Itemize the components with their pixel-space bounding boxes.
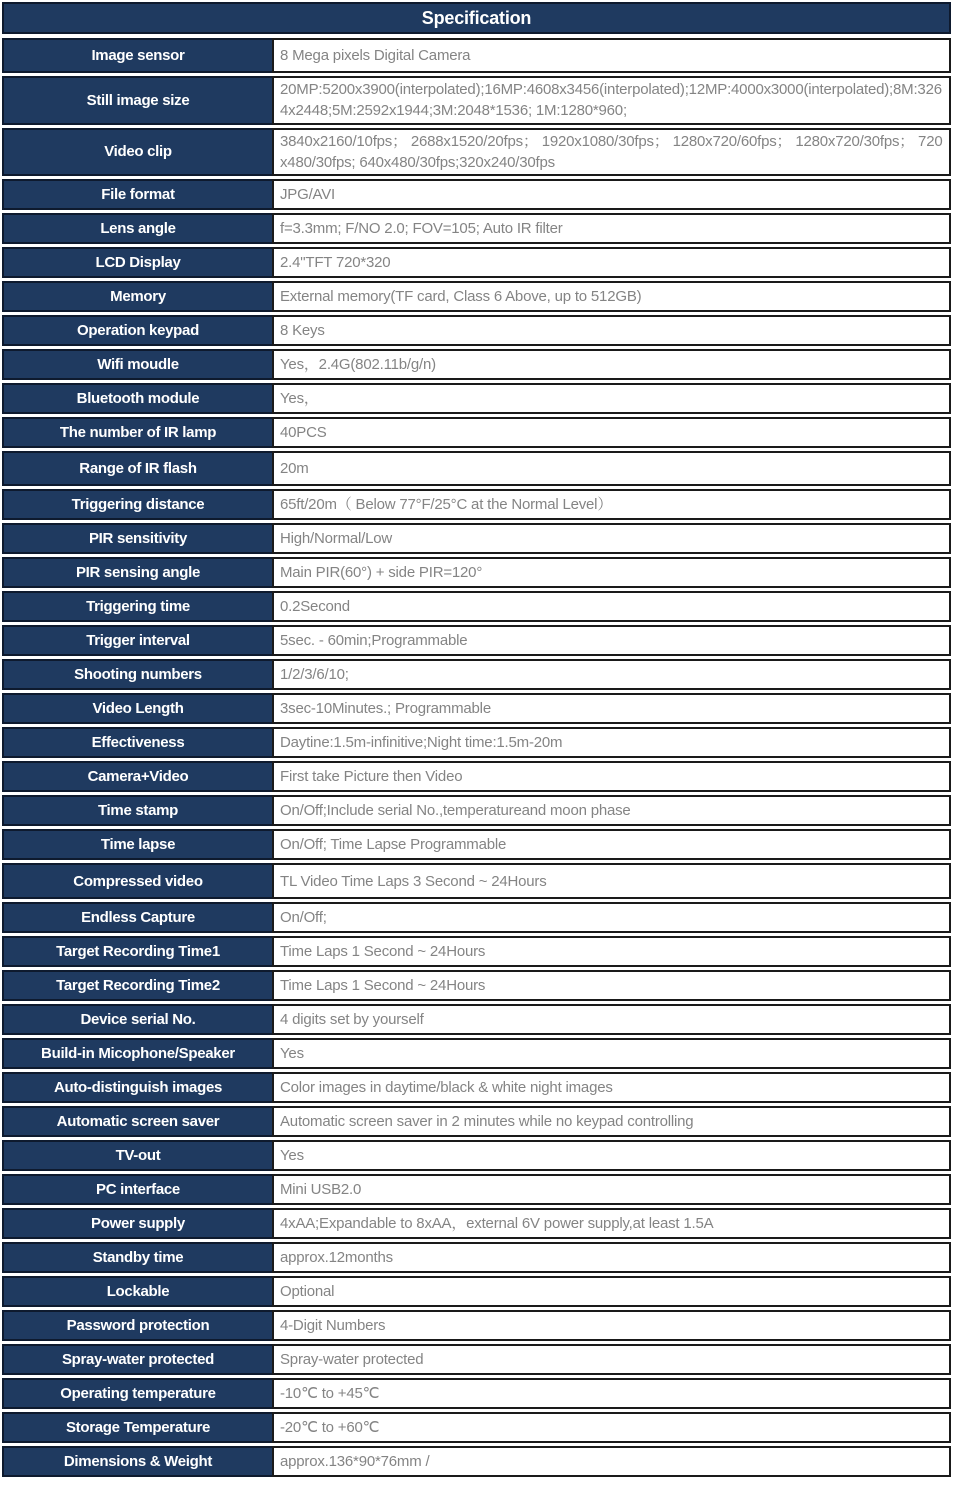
spec-row	[2, 1242, 951, 1273]
spec-row	[2, 1310, 951, 1341]
spec-label: Range of IR flash	[2, 451, 272, 486]
spec-value: Mini USB2.0	[272, 1174, 951, 1205]
spec-label: Triggering time	[2, 591, 272, 622]
spec-value: approx.12months	[272, 1242, 951, 1273]
spec-row	[2, 936, 951, 967]
spec-row	[2, 247, 951, 278]
spec-label: Endless Capture	[2, 902, 272, 933]
spec-row	[2, 1344, 951, 1375]
spec-row	[2, 417, 951, 448]
spec-rows	[2, 38, 951, 1477]
spec-label: Target Recording Time1	[2, 936, 272, 967]
spec-row	[2, 349, 951, 380]
spec-row	[2, 128, 951, 177]
spec-label: PIR sensing angle	[2, 557, 272, 588]
spec-value: On/Off; Time Lapse Programmable	[272, 829, 951, 860]
spec-label: Still image size	[2, 76, 272, 125]
spec-label: Trigger interval	[2, 625, 272, 656]
spec-label: Power supply	[2, 1208, 272, 1239]
spec-label: Memory	[2, 281, 272, 312]
spec-label: Triggering distance	[2, 489, 272, 520]
spec-label: Automatic screen saver	[2, 1106, 272, 1137]
spec-label: Target Recording Time2	[2, 970, 272, 1001]
spec-row	[2, 659, 951, 690]
spec-row	[2, 1038, 951, 1069]
spec-row	[2, 1446, 951, 1477]
spec-row	[2, 489, 951, 520]
spec-value: 20MP:5200x3900(interpolated);16MP:4608x3456(interpolated);12MP:4000x3000(interpolated);8M:3264x2448;5M:2592x1944;3M:2048*1536; 1M:1280*960;	[272, 76, 951, 125]
spec-label: Storage Temperature	[2, 1412, 272, 1443]
spec-value: TL Video Time Laps 3 Second ~ 24Hours	[272, 863, 951, 899]
spec-label: File format	[2, 179, 272, 210]
spec-label: Lockable	[2, 1276, 272, 1307]
spec-value: 8 Keys	[272, 315, 951, 346]
spec-label: TV-out	[2, 1140, 272, 1171]
spec-label: Time stamp	[2, 795, 272, 826]
spec-label: Operation keypad	[2, 315, 272, 346]
spec-value: Time Laps 1 Second ~ 24Hours	[272, 936, 951, 967]
spec-row	[2, 523, 951, 554]
spec-value: 8 Mega pixels Digital Camera	[272, 38, 951, 73]
spec-label: Time lapse	[2, 829, 272, 860]
spec-value: Automatic screen saver in 2 minutes while no keypad controlling	[272, 1106, 951, 1137]
spec-row	[2, 1378, 951, 1409]
spec-row	[2, 557, 951, 588]
spec-label: Auto-distinguish images	[2, 1072, 272, 1103]
spec-row	[2, 970, 951, 1001]
spec-label: LCD Display	[2, 247, 272, 278]
spec-row	[2, 863, 951, 899]
spec-value: Daytine:1.5m-infinitive;Night time:1.5m-20m	[272, 727, 951, 758]
spec-value: Yes，	[272, 383, 951, 414]
table-title: Specification	[2, 2, 951, 34]
spec-value: f=3.3mm; F/NO 2.0; FOV=105; Auto IR filter	[272, 213, 951, 244]
spec-value: 3840x2160/10fps； 2688x1520/20fps； 1920x1080/30fps； 1280x720/60fps； 1280x720/30fps； 720x480/30fps; 640x480/30fps;320x240/30fps	[272, 128, 951, 177]
spec-value: 4 digits set by yourself	[272, 1004, 951, 1035]
spec-label: Compressed video	[2, 863, 272, 899]
spec-value: Yes，2.4G(802.11b/g/n)	[272, 349, 951, 380]
spec-row	[2, 1174, 951, 1205]
spec-value: 40PCS	[272, 417, 951, 448]
spec-value: -20℃ to +60℃	[272, 1412, 951, 1443]
spec-label: PIR sensitivity	[2, 523, 272, 554]
spec-row	[2, 281, 951, 312]
spec-row	[2, 213, 951, 244]
spec-label: Effectiveness	[2, 727, 272, 758]
spec-label: Device serial No.	[2, 1004, 272, 1035]
spec-label: Dimensions & Weight	[2, 1446, 272, 1477]
spec-value: 2.4"TFT 720*320	[272, 247, 951, 278]
spec-value: On/Off;Include serial No.,temperatureand moon phase	[272, 795, 951, 826]
spec-value: Spray-water protected	[272, 1344, 951, 1375]
spec-row	[2, 38, 951, 73]
spec-row	[2, 625, 951, 656]
spec-row	[2, 1412, 951, 1443]
spec-row	[2, 727, 951, 758]
spec-value: First take Picture then Video	[272, 761, 951, 792]
spec-row	[2, 795, 951, 826]
spec-value: External memory(TF card, Class 6 Above, up to 512GB)	[272, 281, 951, 312]
specification-table	[2, 2, 951, 1480]
spec-row	[2, 902, 951, 933]
spec-value: Yes	[272, 1038, 951, 1069]
spec-label: The number of IR lamp	[2, 417, 272, 448]
spec-row	[2, 1140, 951, 1171]
spec-row	[2, 383, 951, 414]
spec-label: Password protection	[2, 1310, 272, 1341]
spec-value: Main PIR(60°) + side PIR=120°	[272, 557, 951, 588]
spec-value: -10℃ to +45℃	[272, 1378, 951, 1409]
spec-value: 20m	[272, 451, 951, 486]
spec-value: 65ft/20m（ Below 77°F/25°C at the Normal Level）	[272, 489, 951, 520]
spec-row	[2, 761, 951, 792]
spec-label: Build-in Micophone/Speaker	[2, 1038, 272, 1069]
spec-value: JPG/AVI	[272, 179, 951, 210]
spec-label: Lens angle	[2, 213, 272, 244]
spec-row	[2, 76, 951, 125]
spec-value: Time Laps 1 Second ~ 24Hours	[272, 970, 951, 1001]
spec-value: On/Off;	[272, 902, 951, 933]
spec-row	[2, 1276, 951, 1307]
spec-row	[2, 315, 951, 346]
spec-value: 5sec. - 60min;Programmable	[272, 625, 951, 656]
spec-value: 4-Digit Numbers	[272, 1310, 951, 1341]
spec-value: High/Normal/Low	[272, 523, 951, 554]
spec-value: 4xAA;Expandable to 8xAA，external 6V power supply,at least 1.5A	[272, 1208, 951, 1239]
spec-label: Camera+Video	[2, 761, 272, 792]
spec-row	[2, 1072, 951, 1103]
spec-value: 3sec-10Minutes.; Programmable	[272, 693, 951, 724]
spec-value: Optional	[272, 1276, 951, 1307]
spec-label: PC interface	[2, 1174, 272, 1205]
spec-value: Yes	[272, 1140, 951, 1171]
spec-label: Spray-water protected	[2, 1344, 272, 1375]
spec-row	[2, 1004, 951, 1035]
spec-label: Wifi moudle	[2, 349, 272, 380]
spec-value: 1/2/3/6/10;	[272, 659, 951, 690]
spec-label: Shooting numbers	[2, 659, 272, 690]
spec-label: Operating temperature	[2, 1378, 272, 1409]
spec-row	[2, 591, 951, 622]
spec-row	[2, 451, 951, 486]
spec-label: Image sensor	[2, 38, 272, 73]
spec-value: approx.136*90*76mm /	[272, 1446, 951, 1477]
spec-label: Video clip	[2, 128, 272, 177]
spec-row	[2, 1208, 951, 1239]
spec-row	[2, 829, 951, 860]
spec-row	[2, 1106, 951, 1137]
spec-row	[2, 693, 951, 724]
spec-value: Color images in daytime/black & white night images	[272, 1072, 951, 1103]
spec-row	[2, 179, 951, 210]
spec-label: Video Length	[2, 693, 272, 724]
spec-value: 0.2Second	[272, 591, 951, 622]
spec-label: Standby time	[2, 1242, 272, 1273]
spec-label: Bluetooth module	[2, 383, 272, 414]
